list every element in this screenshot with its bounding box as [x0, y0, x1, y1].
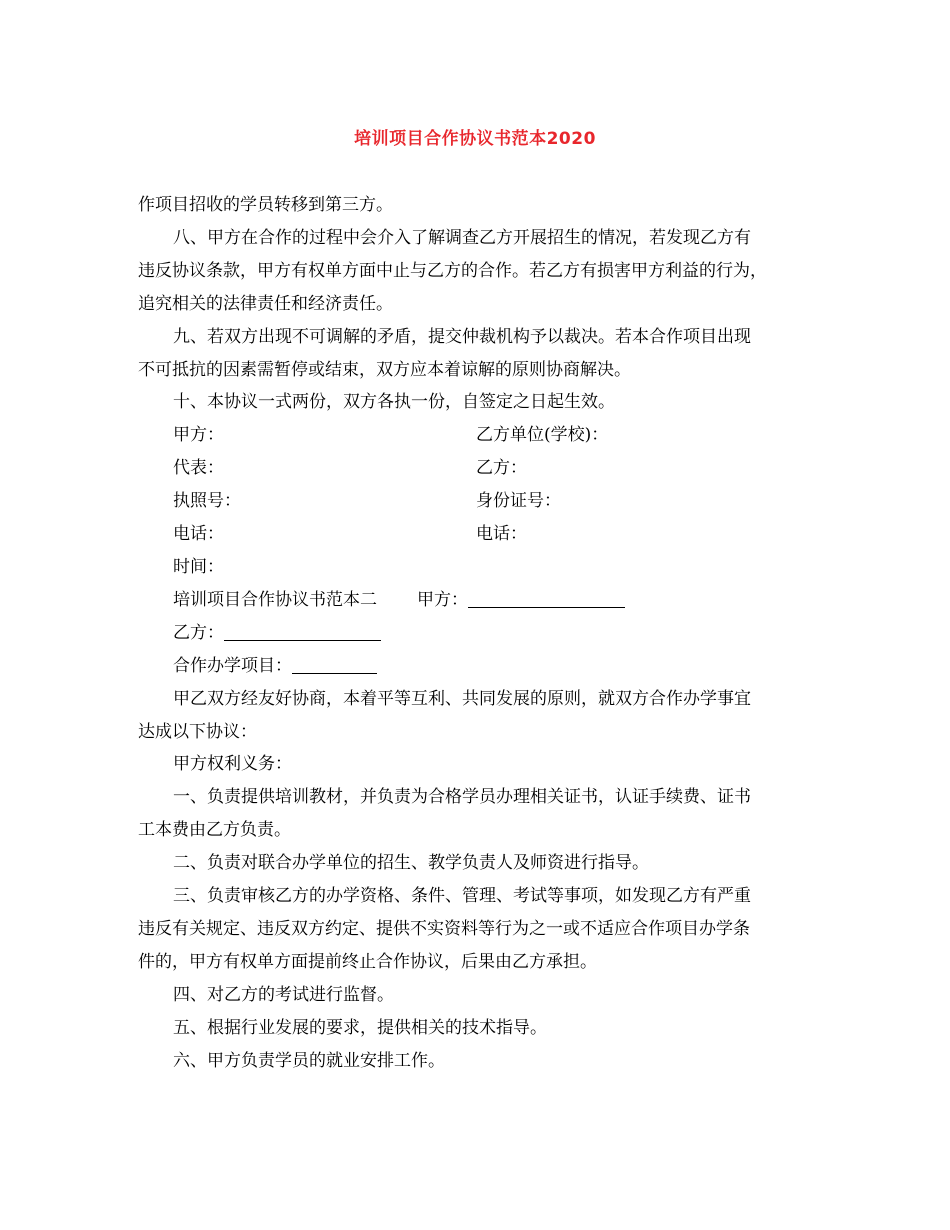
signature-row: [138, 452, 818, 485]
second-agreement-line: [138, 584, 818, 617]
party-a-blank: [468, 589, 625, 608]
signature-row: [138, 518, 818, 551]
party-b-label: 乙方：: [476, 458, 527, 479]
paragraph-line: 工本费由乙方负责。: [138, 820, 291, 841]
signature-row: [138, 485, 818, 518]
paragraph-line: 甲乙双方经友好协商，本着平等互利、共同发展的原则，就双方合作办学事宜: [173, 688, 751, 709]
paragraph-line: 违反有关规定、违反双方约定、提供不实资料等行为之一或不适应合作项目办学条: [138, 918, 750, 939]
id-number-label: 身份证号：: [476, 491, 561, 512]
paragraph-line: 作项目招收的学员转移到第三方。: [138, 195, 393, 215]
representative-label: 代表：: [173, 458, 224, 479]
license-number-label: 执照号：: [173, 491, 241, 512]
project-label: 合作办学项目：: [173, 655, 292, 676]
party-b-unit-label: 乙方单位(学校)：: [476, 425, 609, 446]
paragraph-line: 件的，甲方有权单方面提前终止合作协议，后果由乙方承担。: [138, 951, 597, 972]
document-body: [138, 189, 818, 1077]
signature-row: [138, 419, 818, 452]
party-a-fill-label: 甲方：: [417, 589, 468, 610]
paragraph-line: 五、根据行业发展的要求，提供相关的技术指导。: [173, 1017, 547, 1038]
project-blank: [292, 655, 377, 674]
paragraph-line: 十、本协议一式两份，双方各执一份，自签定之日起生效。: [173, 392, 615, 413]
paragraph-line: 八、甲方在合作的过程中会介入了解调查乙方开展招生的情况，若发现乙方有: [173, 227, 751, 248]
project-line: [138, 650, 818, 683]
section-heading: 甲方权利义务：: [173, 754, 292, 775]
paragraph-line: 追究相关的法律责任和经济责任。: [138, 293, 393, 314]
paragraph-line: 达成以下协议：: [138, 721, 257, 742]
paragraph-line: 九、若双方出现不可调解的矛盾，提交仲裁机构予以裁决。若本合作项目出现: [173, 326, 751, 347]
paragraph-line: 一、负责提供培训教材，并负责为合格学员办理相关证书，认证手续费、证书: [173, 787, 751, 808]
paragraph-line: 三、负责审核乙方的办学资格、条件、管理、考试等事项，如发现乙方有严重: [173, 886, 751, 907]
party-b-blank: [224, 622, 381, 641]
phone-label-a: 电话：: [173, 524, 224, 545]
paragraph-line: 违反协议条款，甲方有权单方面中止与乙方的合作。若乙方有损害甲方利益的行为，: [138, 260, 767, 281]
paragraph-line: 四、对乙方的考试进行监督。: [173, 984, 394, 1005]
paragraph-line: 不可抵抗的因素需暂停或结束，双方应本着谅解的原则协商解决。: [138, 359, 631, 380]
paragraph-line: 二、负责对联合办学单位的招生、教学负责人及师资进行指导。: [173, 853, 649, 874]
party-a-label: 甲方：: [173, 425, 224, 446]
second-agreement-title: 培训项目合作协议书范本二: [173, 589, 377, 610]
paragraph-line: 六、甲方负责学员的就业安排工作。: [173, 1050, 445, 1071]
time-label: 时间：: [173, 556, 224, 577]
document-title: 培训项目合作协议书范本2020: [354, 129, 596, 149]
party-b-fill-label: 乙方：: [173, 622, 224, 643]
phone-label-b: 电话：: [476, 524, 527, 545]
party-b-line: [138, 617, 818, 650]
